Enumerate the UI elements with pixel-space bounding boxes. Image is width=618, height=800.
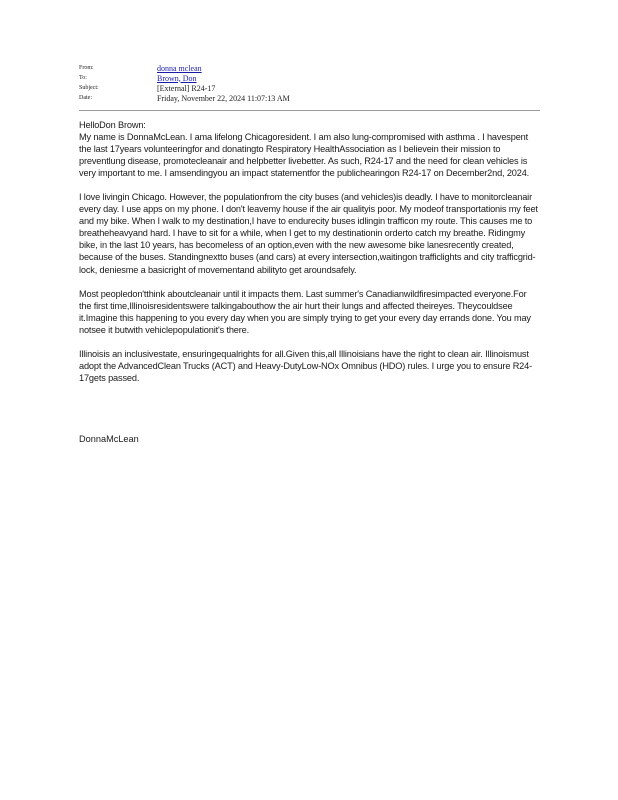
email-body: [79, 119, 541, 396]
date-value: Friday, November 22, 2024 11:07:13 AM: [157, 93, 290, 103]
date-row: [79, 93, 539, 103]
body-paragraph-4: Illinoisis an inclusivestate, ensuringequalrights for all.Given this,all Illinoisians have the right to clean air. Illinoismust adopt the AdvancedClean Trucks (ACT) and Heavy-DutyLow-NOx Omnibus (HDO) rules. I urge you to ensure R24-17gets passed.: [79, 348, 533, 383]
subject-row: [79, 83, 539, 93]
body-paragraph-3: Most peopledon'tthink aboutcleanair until it impacts them. Last summer's Canadianwildfiresimpacted everyone.For the first time,Illinoisresidentswere talkingabouthow the air hurt their lungs and affected theireyes. Theycouldsee it.Imagine this happening to you every day when you are simply trying to get your every day errands done. You may notsee it butwith vehiclepopulationit's there.: [79, 288, 531, 335]
date-label: Date:: [79, 95, 92, 101]
from-value-link[interactable]: donna mclean: [157, 63, 202, 73]
from-label: From:: [79, 65, 94, 71]
body-paragraph-1: My name is DonnaMcLean. I ama lifelong Chicagoresident. I am also lung-compromised with asthma . I havespent the last 17years volunteeringfor and donatingto Respiratory HealthAssociation as I believein their mission to preventlung disease, promotecleanair and helpbetter livebetter. As such, R24-17 and the need for clean vehicles is very important to me. I amsendingyou an impact statementfor the publichearingon R24-17 on December2nd, 2024.: [79, 132, 530, 179]
email-header: [79, 63, 539, 103]
subject-label: Subject:: [79, 85, 99, 91]
signature: DonnaMcLean: [79, 434, 139, 444]
from-row: [79, 63, 539, 73]
to-value-link[interactable]: Brown, Don: [157, 73, 197, 83]
greeting: HelloDon Brown:: [79, 120, 146, 130]
header-divider: [79, 110, 540, 111]
to-label: To:: [79, 75, 87, 81]
subject-value: [External] R24-17: [157, 83, 216, 93]
to-row: [79, 73, 539, 83]
body-paragraph-2: I love livingin Chicago. However, the populationfrom the city buses (and vehicles)is deadly. I have to monitorcleanair every day. I use apps on my phone. I don't leavemy house if the air qualityis poor. My modeof transportationis my feet and my bike. When I walk to my destination,I have to endurecity buses idlingin trafficon my route. This causes me to breatheheavyand hard. I have to sit for a while, when I get to my destinationin orderto catch my breathe. Ridingmy bike, in the last 10 years, has becomeless of an option,even with the new awesome bike lanesrecently created, because of the buses. Standingnextto buses (and cars) at every intersection,waitingon trafficlights and city trafficgrid-lock, deniesme a basicright of movementand abilityto get aroundsafely.: [79, 192, 538, 275]
